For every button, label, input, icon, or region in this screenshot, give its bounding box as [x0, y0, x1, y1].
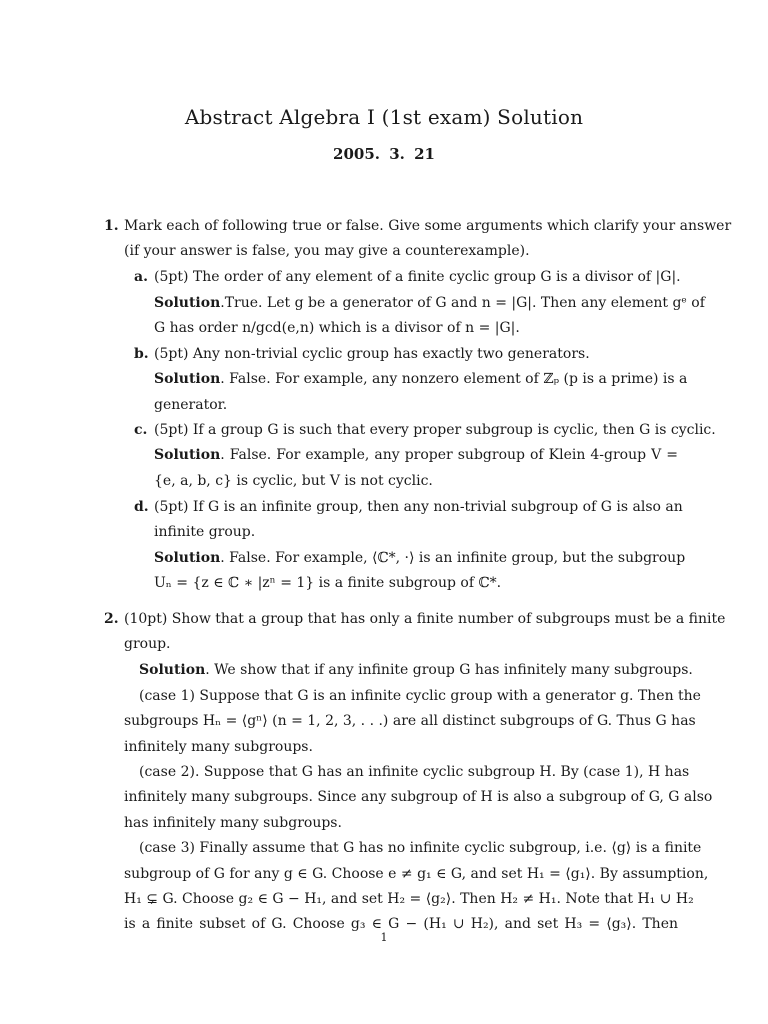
solution-label: Solution — [154, 447, 221, 463]
part-d-solution-line-1 — [154, 550, 686, 566]
part-b-label: b. — [134, 346, 149, 362]
solution-label: Solution — [154, 295, 221, 311]
part-d-solution-line-2: Uₙ = {z ∈ ℂ ∗ |zⁿ = 1} is a finite subgroup of ℂ*. — [154, 575, 502, 591]
part-a-statement: (5pt) The order of any element of a finite cyclic group G is a divisor of |G|. — [154, 269, 681, 285]
part-b-statement: (5pt) Any non-trivial cyclic group has exactly two generators. — [154, 346, 590, 362]
case-3-line-1: (case 3) Finally assume that G has no infinite cyclic subgroup, i.e. ⟨g⟩ is a finite — [139, 840, 702, 856]
problem-1-line-1: Mark each of following true or false. Give some arguments which clarify your answer — [124, 218, 732, 234]
part-d-statement-line-2: infinite group. — [154, 524, 256, 540]
part-b-solution-line-2: generator. — [154, 397, 228, 413]
case-3-line-2: subgroup of G for any g ∈ G. Choose e ≠ g₁ ∈ G, and set H₁ = ⟨g₁⟩. By assumption, — [124, 866, 709, 882]
solution-label: Solution — [154, 371, 221, 387]
case-3-line-4: is a finite subset of G. Choose g₃ ∈ G − (H₁ ∪ H₂), and set H₃ = ⟨g₃⟩. Then — [124, 916, 678, 932]
solution-text: .True. Let g be a generator of G and n = |G|. Then any element gᵉ of — [220, 295, 705, 311]
case-1-line-3: infinitely many subgroups. — [124, 739, 313, 755]
case-2-line-3: has infinitely many subgroups. — [124, 815, 342, 831]
case-1-line-2: subgroups Hₙ = ⟨gⁿ⟩ (n = 1, 2, 3, . . .) are all distinct subgroups of G. Thus G has — [124, 713, 696, 729]
part-a-label: a. — [134, 269, 148, 285]
part-d-label: d. — [134, 499, 149, 515]
problem-2-number: 2. — [104, 611, 119, 627]
document-title: Abstract Algebra I (1st exam) Solution — [184, 105, 584, 129]
solution-text: . False. For example, any proper subgroup of Klein 4-group V = — [220, 447, 678, 463]
exam-date: 2005. 3. 21 — [333, 145, 435, 163]
solution-text: . False. For example, any nonzero element of ℤₚ (p is a prime) is a — [220, 371, 688, 387]
case-2-line-1: (case 2). Suppose that G has an infinite cyclic subgroup H. By (case 1), H has — [139, 764, 690, 780]
part-b-solution-line-1 — [154, 371, 688, 387]
problem-2-solution-intro — [139, 662, 693, 678]
solution-text: . False. For example, ⟨ℂ*, ·⟩ is an infinite group, but the subgroup — [220, 550, 686, 566]
part-c-label: c. — [134, 422, 148, 438]
problem-1-number: 1. — [104, 218, 119, 234]
case-1-line-1: (case 1) Suppose that G is an infinite cyclic group with a generator g. Then the — [139, 688, 701, 704]
problem-1-line-2: (if your answer is false, you may give a counterexample). — [124, 243, 530, 259]
solution-label: Solution — [154, 550, 221, 566]
solution-text: . We show that if any infinite group G has infinitely many subgroups. — [205, 662, 693, 678]
case-3-line-3: H₁ ⊊ G. Choose g₂ ∈ G − H₁, and set H₂ = ⟨g₂⟩. Then H₂ ≠ H₁. Note that H₁ ∪ H₂ — [124, 891, 694, 907]
page-number: 1 — [380, 931, 388, 944]
case-2-line-2: infinitely many subgroups. Since any subgroup of H is also a subgroup of G, G also — [124, 789, 713, 805]
problem-2-line-1: (10pt) Show that a group that has only a finite number of subgroups must be a finite — [124, 611, 726, 627]
part-a-solution-line-1 — [154, 295, 705, 311]
part-d-statement: (5pt) If G is an infinite group, then any non-trivial subgroup of G is also an — [154, 499, 683, 515]
part-c-statement: (5pt) If a group G is such that every proper subgroup is cyclic, then G is cyclic. — [154, 422, 716, 438]
part-c-solution-line-2: {e, a, b, c} is cyclic, but V is not cyclic. — [154, 473, 433, 489]
part-a-solution-line-2: G has order n/gcd(e,n) which is a divisor of n = |G|. — [154, 320, 520, 336]
part-c-solution-line-1 — [154, 447, 678, 463]
solution-label: Solution — [139, 662, 206, 678]
problem-2-line-2: group. — [124, 636, 171, 652]
